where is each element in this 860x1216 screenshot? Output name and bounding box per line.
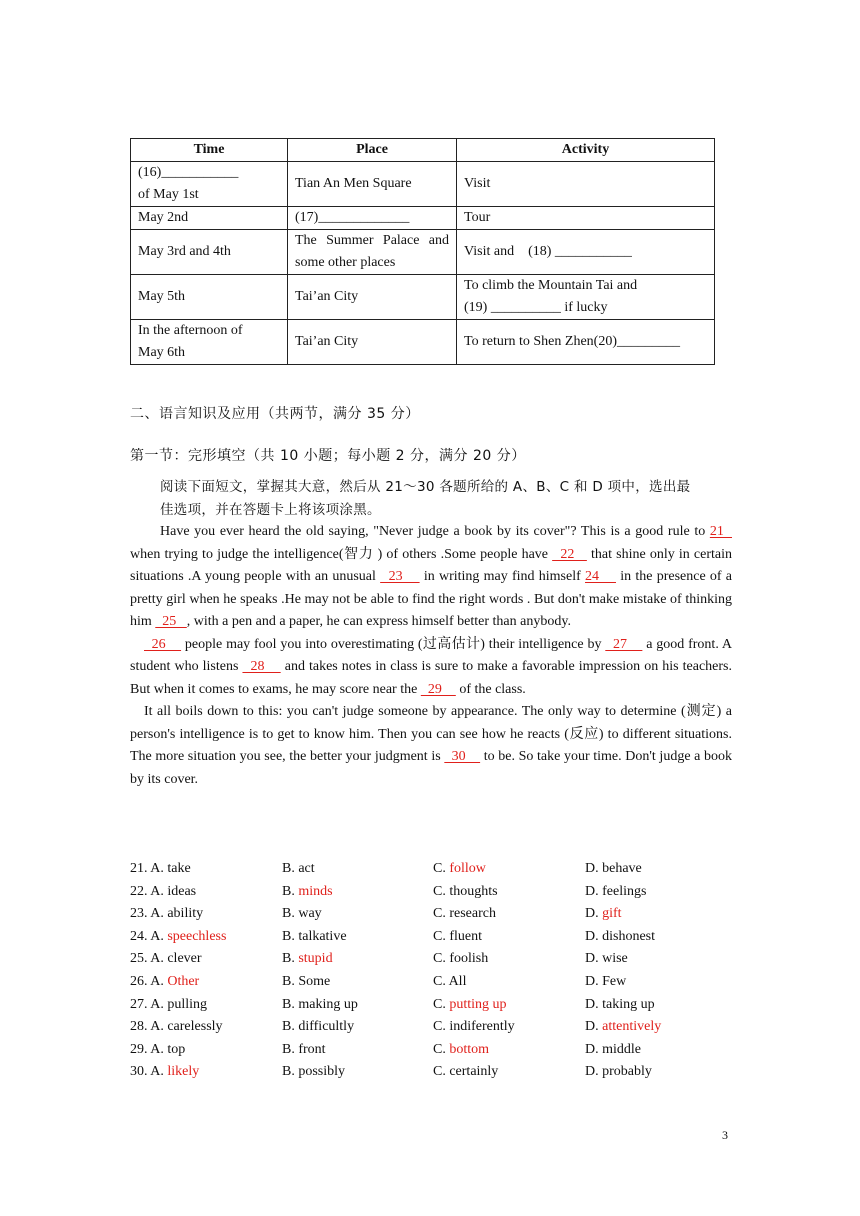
cell-time: May 2nd: [131, 207, 288, 230]
option-row: 30. A. likely B. possibly C. certainly D. probably: [130, 1064, 652, 1080]
cell-time: (16)___________ of May 1st: [131, 162, 288, 207]
cell-time: May 5th: [131, 275, 288, 320]
blank-23: 23: [380, 569, 420, 584]
cell-activity: To return to Shen Zhen(20)_________: [457, 320, 715, 365]
option-row: 23. A. ability B. way C. research D. gift: [130, 906, 622, 922]
blank-21: 21: [709, 524, 732, 539]
cell-time: May 3rd and 4th: [131, 230, 288, 275]
page-number: 3: [722, 1128, 728, 1142]
blank-30: 30: [444, 749, 481, 764]
option-row: 25. A. clever B. stupid C. foolish D. wise: [130, 951, 628, 967]
header-place: Place: [288, 139, 457, 162]
table-row: [131, 320, 715, 365]
blank-26: 26: [144, 636, 182, 652]
option-row: 29. A. top B. front C. bottom D. middle: [130, 1041, 641, 1057]
cell-place: Tai’an City: [288, 320, 457, 365]
option-row: 27. A. pulling B. making up C. putting up D. taking up: [130, 996, 655, 1012]
cell-place: Tian An Men Square: [288, 162, 457, 207]
cell-activity: Tour: [457, 207, 715, 230]
passage-paragraph: Have you ever heard the old saying, "Never judge a book by its cover"? This is a good rule to 21 when trying to judge the intelligence(智力 ) of others .Some people have 22 that shine only in certain situations .A young people with an unusual 23 in writing may find himself 24 in the presence of a pretty girl when he speaks .He may not be able to find the right words . But don't make mistake of thinking him 25 , with a pen and a paper, he can express himself better than anybody.: [130, 524, 733, 629]
blank-24: 24: [585, 569, 616, 584]
cell-place: The Summer Palace and some other places: [288, 230, 457, 275]
cell-place: (17)_____________: [288, 207, 457, 230]
instruction-line: 佳选项，并在答题卡上将该项涂黑。: [160, 501, 381, 518]
blank-27: 27: [605, 636, 643, 652]
cell-time: In the afternoon of May 6th: [131, 320, 288, 365]
table-row: [131, 275, 715, 320]
option-row: 21. A. take B. act C. follow D. behave: [130, 861, 642, 876]
cell-activity: Visit: [457, 162, 715, 207]
section-title: 二、语言知识及应用（共两节，满分 35 分）: [130, 406, 420, 422]
option-row: 22. A. ideas B. minds C. thoughts D. feelings: [130, 883, 647, 899]
schedule-table: [130, 138, 715, 365]
cell-activity: Visit and (18) ___________: [457, 230, 715, 275]
passage-paragraph: 26 people may fool you into overestimating (过高估计) their intelligence by 27 a good front. A student who listens 28 and takes notes in class is sure to make a favorable impression on his teachers. But when it comes to exams, he may score near the 29 of the class.: [130, 636, 732, 697]
cell-activity: To climb the Mountain Tai and (19) __________ if lucky: [457, 275, 715, 320]
option-row: 28. A. carelessly B. difficultly C. indiferently D. attentively: [130, 1019, 662, 1035]
table-header-row: [131, 139, 715, 162]
option-row: 24. A. speechless B. talkative C. fluent D. dishonest: [130, 928, 655, 944]
cell-place: Tai’an City: [288, 275, 457, 320]
table-row: [131, 207, 715, 230]
part-title: 第一节：完形填空（共 10 小题；每小题 2 分，满分 20 分）: [130, 448, 526, 464]
header-time: Time: [131, 139, 288, 162]
table-row: [131, 230, 715, 275]
table-row: [131, 162, 715, 207]
blank-25: 25: [155, 614, 187, 629]
header-activity: Activity: [457, 139, 715, 162]
blank-22: 22: [552, 546, 587, 562]
instruction-line: 阅读下面短文，掌握其大意，然后从 21～30 各题所给的 A、B、C 和 D 项中，选出最: [160, 479, 691, 495]
blank-29: 29: [420, 681, 456, 697]
passage-paragraph: It all boils down to this: you can't judge someone by appearance. The only way to determine (测定) a person's intelligence is to get to know him. Then you can see how he reacts (反应) to different situations. The more situation you see, the better your judgment is 30 to be. So take your time. Don't judge a book by its cover.: [130, 704, 733, 787]
options-list: [130, 858, 730, 1084]
cloze-passage: [130, 476, 732, 791]
blank-28: 28: [242, 659, 281, 674]
option-row: 26. A. Other B. Some C. All D. Few: [130, 973, 627, 989]
